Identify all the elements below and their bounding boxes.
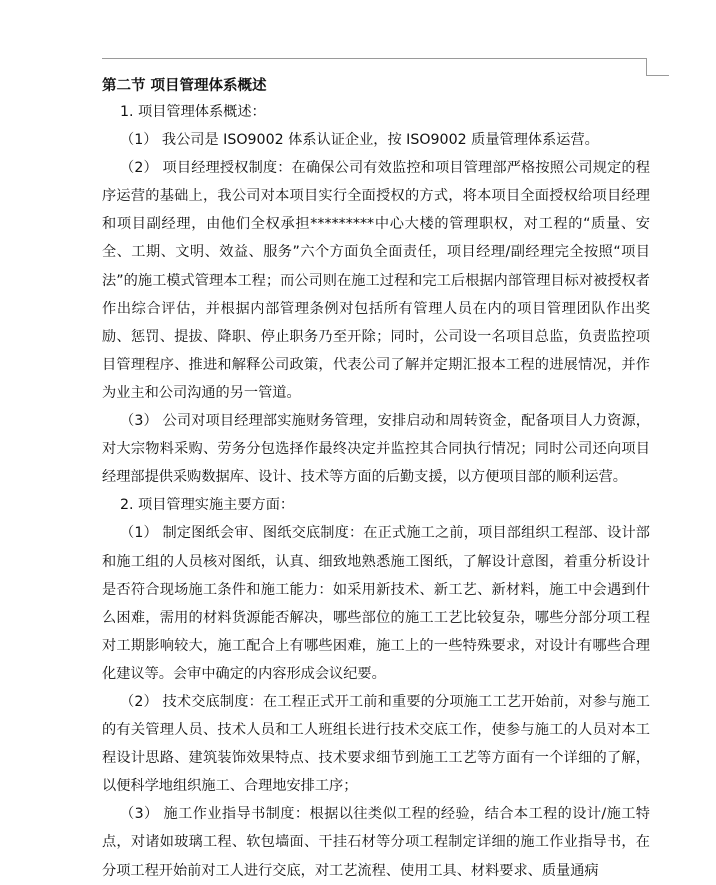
paragraph-1-2: （2） 项目经理授权制度：在确保公司有效监控和项目管理部严格按照公司规定的程序运营的基础上，我公司对本项目实行全面授权的方式，将本项目全面授权给项目经理和项目副经理，由他们全权承担*********中心大楼的管理职权，对工程的“质量、安全、工期、文明、效益、服务”六个方面负全面责任，项目经理/副经理完全按照“项目法”的施工模式管理本工程；而公司则在施工过程和完工后根据内部管理目标对被授权者作出综合评估，并根据内部管理条例对包括所有管理人员在内的项目管理团队作出奖励、惩罚、提拔、降职、停止职务乃至开除；同时，公司设一名项目总监，负责监控项目管理程序、推进和解释公司政策，代表公司了解并定期汇报本工程的进展情况，并作为业主和公司沟通的另一管道。 bbox=[102, 160, 650, 401]
paragraph-1-1: （1） 我公司是 ISO9002 体系认证企业，按 ISO9002 质量管理体系运营。 bbox=[120, 132, 599, 149]
paragraph-2-1: （1） 制定图纸会审、图纸交底制度：在正式施工之前，项目部组织工程部、设计部和施工组的人员核对图纸，认真、细致地熟悉施工图纸，了解设计意图，着重分析设计是否符合现场施工条件和施工能力：如采用新技术、新工艺、新材料，施工中会遇到什么困难，需用的材料货源能否解决，哪些部位的施工工艺比较复杂，哪些分部分项工程对工期影响较大，施工配合上有哪些困难，施工上的一些特殊要求，对设计有哪些合理化建议等。会审中确定的内容形成会议纪要。 bbox=[102, 525, 650, 682]
paragraph-2-2: （2） 技术交底制度：在工程正式开工前和重要的分项施工工艺开始前，对参与施工的有关管理人员、技术人员和工人班组长进行技术交底工作，使参与施工的人员对本工程设计思路、建筑装饰效果特点、技术要求细节到施工工艺等方面有一个详细的了解，以便科学地组织施工、合理地安排工序； bbox=[102, 693, 650, 795]
document-body bbox=[102, 74, 650, 885]
paragraph-item-2-heading: 2. 项目管理实施主要方面： bbox=[120, 497, 295, 514]
section-heading: 第二节 项目管理体系概述 bbox=[102, 78, 267, 94]
paragraph-1-3: （3） 公司对项目经理部实施财务管理，安排启动和周转资金，配备项目人力资源，对大宗物料采购、劳务分包选择作最终决定并监控其合同执行情况；同时公司还向项目经理部提供采购数据库、设计、技术等方面的后勤支援，以方便项目部的顺利运营。 bbox=[102, 413, 650, 486]
header-rule bbox=[102, 58, 647, 59]
paragraph-item-1-heading: 1. 项目管理体系概述： bbox=[120, 104, 266, 120]
paragraph-2-3: （3） 施工作业指导书制度：根据以往类似工程的经验，结合本工程的设计/施工特点，对诸如玻璃工程、软包墙面、干挂石材等分项工程制定详细的施工作业指导书，在分项工程开始前对工人进行交底，对工艺流程、使用工具、材料要求、质量通病 bbox=[102, 806, 650, 879]
